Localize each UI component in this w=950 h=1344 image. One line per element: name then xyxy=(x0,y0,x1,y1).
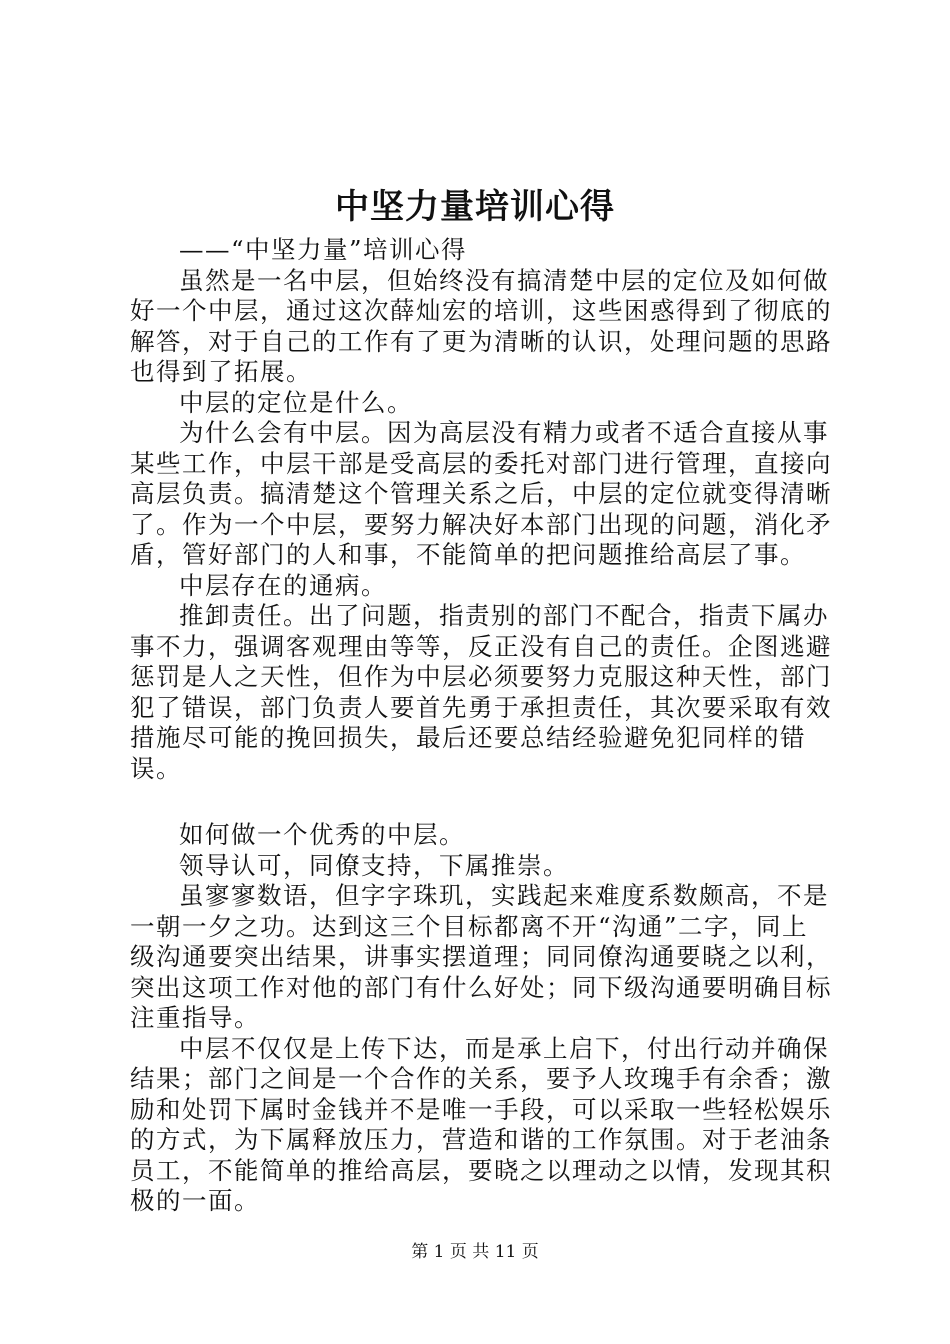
paragraph-three-goals: 领导认可，同僚支持，下属推崇。 xyxy=(179,850,569,880)
blank-line xyxy=(130,784,834,820)
heading-excellent-middle: 如何做一个优秀的中层。 xyxy=(179,820,465,849)
document-title: 中坚力量培训心得 xyxy=(335,187,615,227)
document-body xyxy=(130,235,834,1217)
paragraph-communication: 虽寥寥数语，但字字珠玑，实践起来难度系数颇高，不是一朝一夕之功。达到这三个目标都离不开“沟通”二字，同上级沟通要突出结果，讲事实摆道理；同同僚沟通要晓之以利，突出这项工作对他的部门有什么好处；同下级沟通要明确目标注重指导。 xyxy=(130,881,832,1032)
paragraph-common-issues: 推卸责任。出了问题，指责别的部门不配合，指责下属办事不力，强调客观理由等等，反正没有自己的责任。企图逃避惩罚是人之天性，但作为中层必须要努力克服这种天性，部门犯了错误，部门负责人要首先勇于承担责任，其次要采取有效措施尽可能的挽回损失，最后还要总结经验避免犯同样的错误。 xyxy=(130,601,832,783)
paragraph-responsibilities: 中层不仅仅是上传下达，而是承上启下，付出行动并确保结果；部门之间是一个合作的关系，要予人玫瑰手有余香；激励和处罚下属时金钱并不是唯一手段，可以采取一些轻松娱乐的方式，为下属释放压力，营造和谐的工作氛围。对于老油条员工，不能简单的推给高层，要晓之以理动之以情，发现其积极的一面。 xyxy=(130,1033,832,1215)
document-subtitle: ——“中坚力量”培训心得 xyxy=(179,235,468,264)
heading-common-issues: 中层存在的通病。 xyxy=(179,570,387,600)
page-footer: 第 1 页 共 11 页 xyxy=(411,1242,539,1262)
paragraph-intro: 虽然是一名中层，但始终没有搞清楚中层的定位及如何做好一个中层，通过这次薛灿宏的培训，这些困惑得到了彻底的解答，对于自己的工作有了更为清晰的认识，处理问题的思路也得到了拓展。 xyxy=(130,265,832,386)
heading-positioning: 中层的定位是什么。 xyxy=(179,387,413,417)
paragraph-positioning: 为什么会有中层。因为高层没有精力或者不适合直接从事某些工作，中层干部是受高层的委托对部门进行管理，直接向高层负责。搞清楚这个管理关系之后，中层的定位就变得清晰了。作为一个中层，要努力解决好本部门出现的问题，消化矛盾，管好部门的人和事，不能简单的把问题推给高层了事。 xyxy=(130,418,832,569)
